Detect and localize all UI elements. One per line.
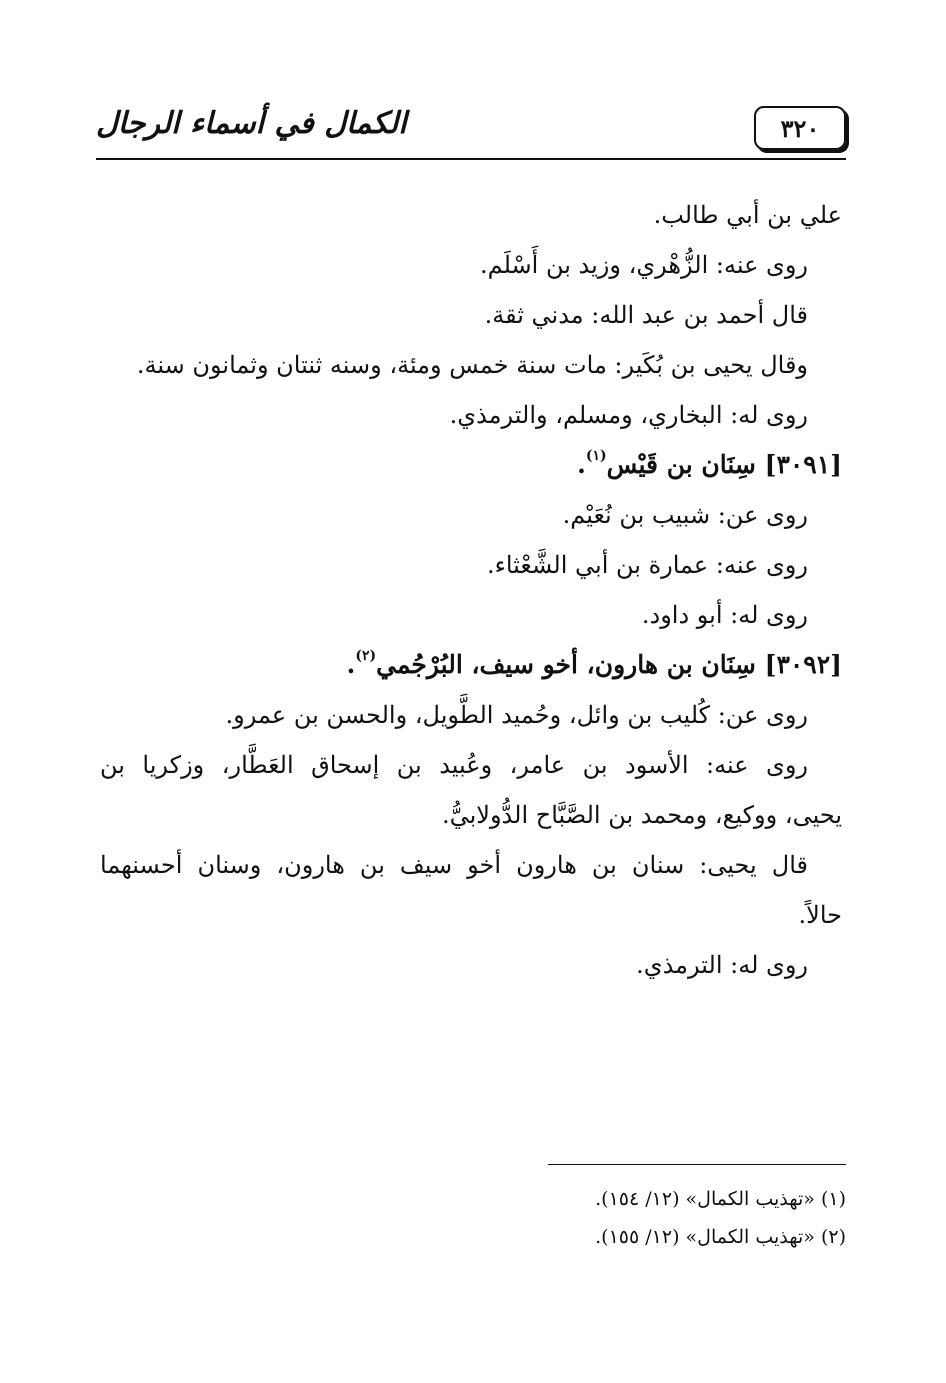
main-text — [100, 190, 842, 990]
footnote-ref: (١) — [585, 447, 607, 464]
text-line: روى عنه: الأسود بن عامر، وعُبيد بن إسحاق العَطَّار، وزكريا بن — [100, 751, 808, 779]
text-line: روى له: الترمذي. — [636, 951, 808, 979]
text-line: روى عن: كُليب بن وائل، وحُميد الطَّويل، والحسن بن عمرو. — [225, 701, 808, 729]
text-line: روى عن: شبيب بن نُعَيْم. — [562, 501, 808, 529]
footnote-divider — [548, 1164, 846, 1165]
text-line: قال يحيى: سنان بن هارون أخو سيف بن هارون، وسنان أحسنهما — [100, 851, 808, 879]
entry-heading-3091 — [100, 440, 842, 490]
text-line: روى عنه: الزُّهْري، وزيد بن أَسْلَم. — [479, 251, 808, 279]
text-line: علي بن أبي طالب. — [653, 201, 842, 229]
text-line: قال أحمد بن عبد الله: مدني ثقة. — [484, 301, 808, 329]
text-line: يحيى، ووكيع، ومحمد بن الصَّبَّاح الدُّولابيُّ. — [441, 801, 842, 829]
page-number: ٣٢٠ — [754, 106, 846, 150]
entry-end: . — [346, 650, 356, 679]
footnotes — [500, 1180, 846, 1256]
text-line: وقال يحيى بن بُكَير: مات سنة خمس ومئة، وسنه ثنتان وثمانون سنة. — [136, 351, 808, 379]
footnote: (٢) «تهذيب الكمال» (١٢/ ١٥٥). — [595, 1226, 846, 1248]
entry-number: [٣٠٩٢] — [764, 650, 842, 679]
entry-heading-3092 — [100, 640, 842, 690]
text-line: روى له: البخاري، ومسلم، والترمذي. — [449, 401, 808, 429]
entry-name: سِنَان بن قَيْس — [606, 450, 756, 479]
entry-end: . — [577, 450, 586, 479]
text-line: روى له: أبو داود. — [641, 601, 808, 629]
text-line: حالاً. — [798, 901, 842, 929]
footnote-ref: (٢) — [355, 647, 377, 664]
page-header — [96, 92, 846, 162]
text-line: روى عنه: عمارة بن أبي الشَّعْثاء. — [486, 551, 808, 579]
entry-number: [٣٠٩١] — [764, 450, 842, 479]
book-title: الكمال في أسماء الرجال — [96, 106, 407, 141]
entry-name: سِنَان بن هارون، أخو سيف، البُرْجُمي — [376, 650, 756, 679]
footnote: (١) «تهذيب الكمال» (١٢/ ١٥٤). — [595, 1188, 846, 1210]
header-divider — [96, 158, 846, 160]
